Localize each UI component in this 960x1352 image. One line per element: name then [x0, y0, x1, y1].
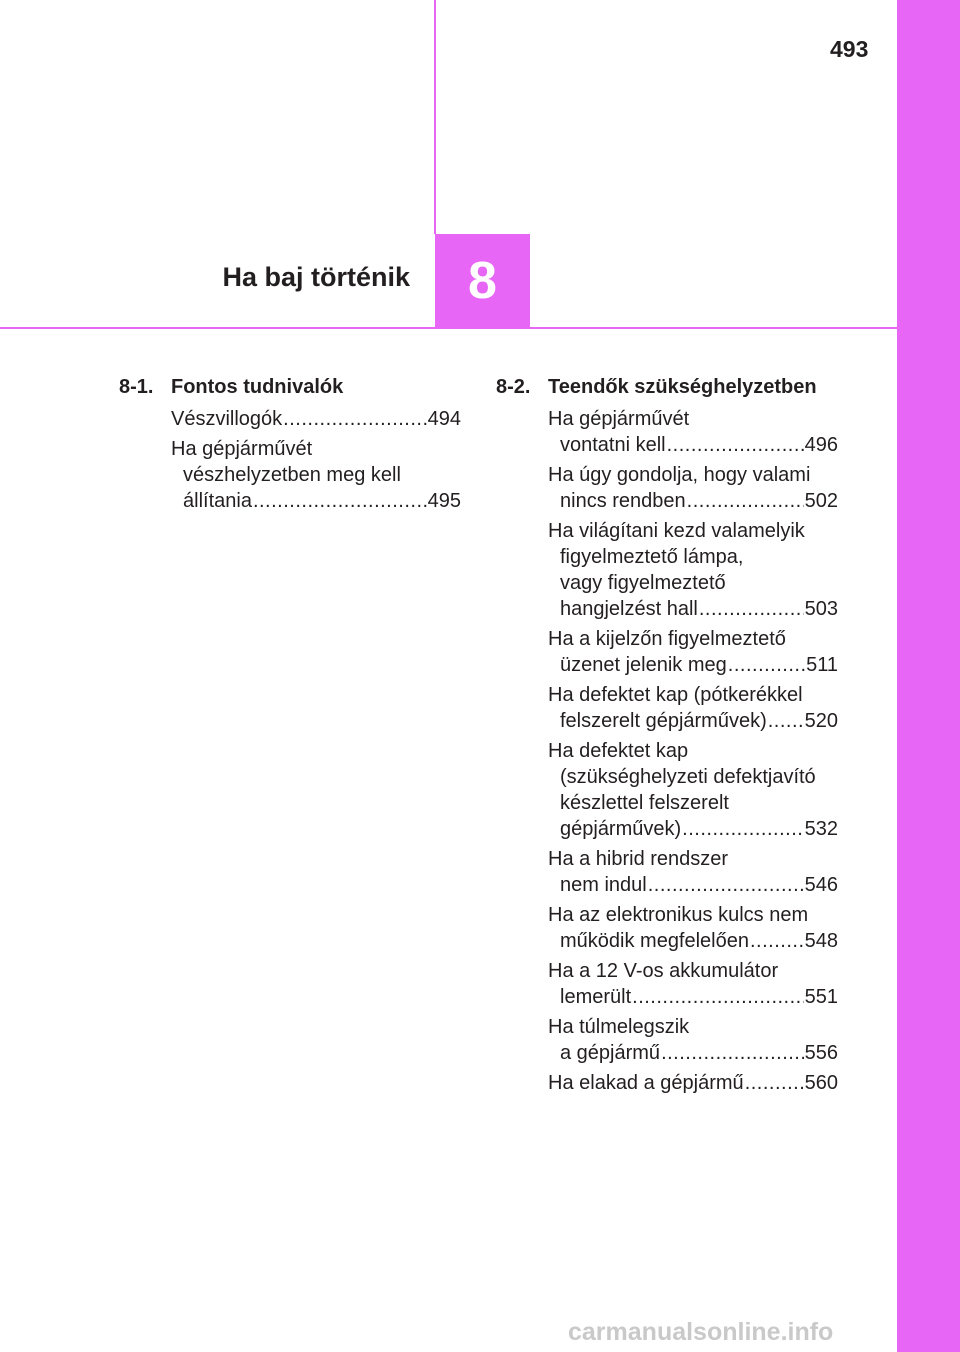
- toc-entry-line: [548, 872, 838, 898]
- toc-entry-text: Ha világítani kezd valamelyik: [548, 520, 805, 542]
- section-title: Fontos tudnivalók: [171, 376, 344, 398]
- toc-entry-line: [548, 488, 838, 514]
- toc-entry-text: Ha úgy gondolja, hogy valami: [548, 464, 811, 486]
- dot-leader: [632, 984, 803, 1010]
- toc-entry[interactable]: [548, 738, 838, 842]
- toc-entry-page: 520: [804, 710, 838, 732]
- toc-entry-text: figyelmeztető lámpa,: [560, 546, 744, 568]
- toc-entry-line: [548, 984, 838, 1010]
- toc-entry-text: felszerelt gépjárművek): [560, 710, 767, 732]
- dot-leader: [661, 1040, 804, 1066]
- header-vertical-rule: [434, 0, 436, 234]
- toc-entry[interactable]: [171, 406, 461, 432]
- toc-entry-page: 548: [804, 930, 838, 952]
- toc-entry-line: [548, 928, 838, 954]
- toc-entry-text: állítania: [183, 490, 252, 512]
- toc-entry-text: Ha defektet kap (pótkerékkel: [548, 684, 803, 706]
- toc-entry-line: [548, 626, 838, 652]
- toc-entry[interactable]: [548, 518, 838, 622]
- toc-entry-line: [171, 436, 461, 462]
- toc-entry-line: [548, 846, 838, 872]
- toc-entry-line: [171, 406, 461, 432]
- toc-entry-page: 511: [806, 654, 838, 676]
- section-number: 8-2.: [496, 376, 531, 398]
- section-heading: [119, 372, 461, 402]
- toc-entry-line: [171, 462, 461, 488]
- toc-entry-page: 532: [804, 818, 838, 840]
- toc-entry-text: Ha gépjárművét: [171, 438, 313, 460]
- toc-entry-line: [548, 816, 838, 842]
- toc-entry[interactable]: [548, 1014, 838, 1066]
- toc-entry-page: 560: [804, 1072, 838, 1094]
- toc-entry-line: [548, 652, 838, 678]
- toc-entry[interactable]: [548, 958, 838, 1010]
- toc-entry-text: nem indul: [560, 874, 647, 896]
- dot-leader: [768, 708, 804, 734]
- toc-entry-line: [548, 902, 838, 928]
- toc-entry-line: [548, 764, 838, 790]
- chapter-number-box: [435, 234, 530, 328]
- toc-entry-text: Ha túlmelegszik: [548, 1016, 690, 1038]
- toc-entry-page: 496: [804, 434, 838, 456]
- toc-entry-text: készlettel felszerelt: [560, 792, 729, 814]
- toc-section-8-1: [119, 372, 461, 514]
- toc-entry-page: 546: [804, 874, 838, 896]
- dot-leader: [682, 816, 803, 842]
- toc-entry-line: [548, 544, 838, 570]
- chapter-side-tab: [897, 0, 960, 1352]
- toc-entry-text: működik megfelelően: [560, 930, 749, 952]
- toc-entry-text: a gépjármű: [560, 1042, 661, 1064]
- toc-entry-text: Ha defektet kap: [548, 740, 689, 762]
- section-number: 8-1.: [119, 376, 154, 398]
- toc-entry-line: [548, 518, 838, 544]
- toc-entry-line: [548, 1014, 838, 1040]
- chapter-number: 8: [468, 252, 497, 310]
- toc-entry[interactable]: [548, 406, 838, 458]
- toc-entry-page: 556: [804, 1042, 838, 1064]
- watermark: carmanualsonline.info: [568, 1318, 834, 1346]
- toc-entry-text: vontatni kell: [560, 434, 666, 456]
- toc-entry-text: lemerült: [560, 986, 632, 1008]
- toc-entry-text: Ha gépjárművét: [548, 408, 690, 430]
- toc-entry-line: [548, 790, 838, 816]
- dot-leader: [283, 406, 426, 432]
- toc-entry-line: [171, 488, 461, 514]
- toc-entry-text: vészhelyzetben meg kell: [183, 464, 401, 486]
- toc-entry[interactable]: [548, 682, 838, 734]
- toc-entry[interactable]: [548, 846, 838, 898]
- toc-entry[interactable]: [548, 626, 838, 678]
- dot-leader: [745, 1070, 804, 1096]
- toc-entry-text: Ha elakad a gépjármű: [548, 1072, 744, 1094]
- chapter-title: Ha baj történik: [222, 262, 410, 292]
- toc-entry[interactable]: [171, 436, 461, 514]
- dot-leader: [253, 488, 427, 514]
- page-number: 493: [830, 36, 869, 62]
- dot-leader: [667, 432, 804, 458]
- toc-entry[interactable]: [548, 902, 838, 954]
- toc-entry-line: [548, 958, 838, 984]
- toc-entry-page: 503: [804, 598, 838, 620]
- toc-entry-line: [548, 682, 838, 708]
- toc-entry-line: [548, 1040, 838, 1066]
- dot-leader: [648, 872, 804, 898]
- toc-entry-line: [548, 570, 838, 596]
- dot-leader: [728, 652, 805, 678]
- section-title: Teendők szükséghelyzetben: [548, 376, 817, 398]
- toc-entry-text: Ha a kijelzőn figyelmeztető: [548, 628, 786, 650]
- section-heading: [496, 372, 838, 402]
- toc-entry-text: Ha a hibrid rendszer: [548, 848, 729, 870]
- dot-leader: [699, 596, 804, 622]
- toc-entry-text: üzenet jelenik meg: [560, 654, 727, 676]
- toc-entry-page: 494: [427, 408, 461, 430]
- dot-leader: [687, 488, 804, 514]
- toc-entry-page: 551: [804, 986, 838, 1008]
- toc-entry-line: [548, 432, 838, 458]
- toc-entry-text: (szükséghelyzeti defektjavító: [560, 766, 816, 788]
- toc-entry-text: nincs rendben: [560, 490, 686, 512]
- toc-entry-text: gépjárművek): [560, 818, 682, 840]
- toc-entry[interactable]: [548, 462, 838, 514]
- toc-entry-page: 495: [427, 490, 461, 512]
- toc-entry-page: 502: [804, 490, 838, 512]
- toc-entry-line: [548, 406, 838, 432]
- toc-entry-text: Ha a 12 V-os akkumulátor: [548, 960, 779, 982]
- toc-entry[interactable]: [548, 1070, 838, 1096]
- toc-entry-text: hangjelzést hall: [560, 598, 698, 620]
- toc-section-8-2: [496, 372, 838, 1096]
- toc-entry-text: vagy figyelmeztető: [560, 572, 726, 594]
- toc-entry-text: Ha az elektronikus kulcs nem: [548, 904, 809, 926]
- toc-entry-line: [548, 596, 838, 622]
- toc-entry-line: [548, 1070, 838, 1096]
- toc-entry-line: [548, 462, 838, 488]
- toc-entry-text: Vészvillogók: [171, 408, 283, 430]
- toc-entry-line: [548, 708, 838, 734]
- dot-leader: [750, 928, 804, 954]
- toc-entry-line: [548, 738, 838, 764]
